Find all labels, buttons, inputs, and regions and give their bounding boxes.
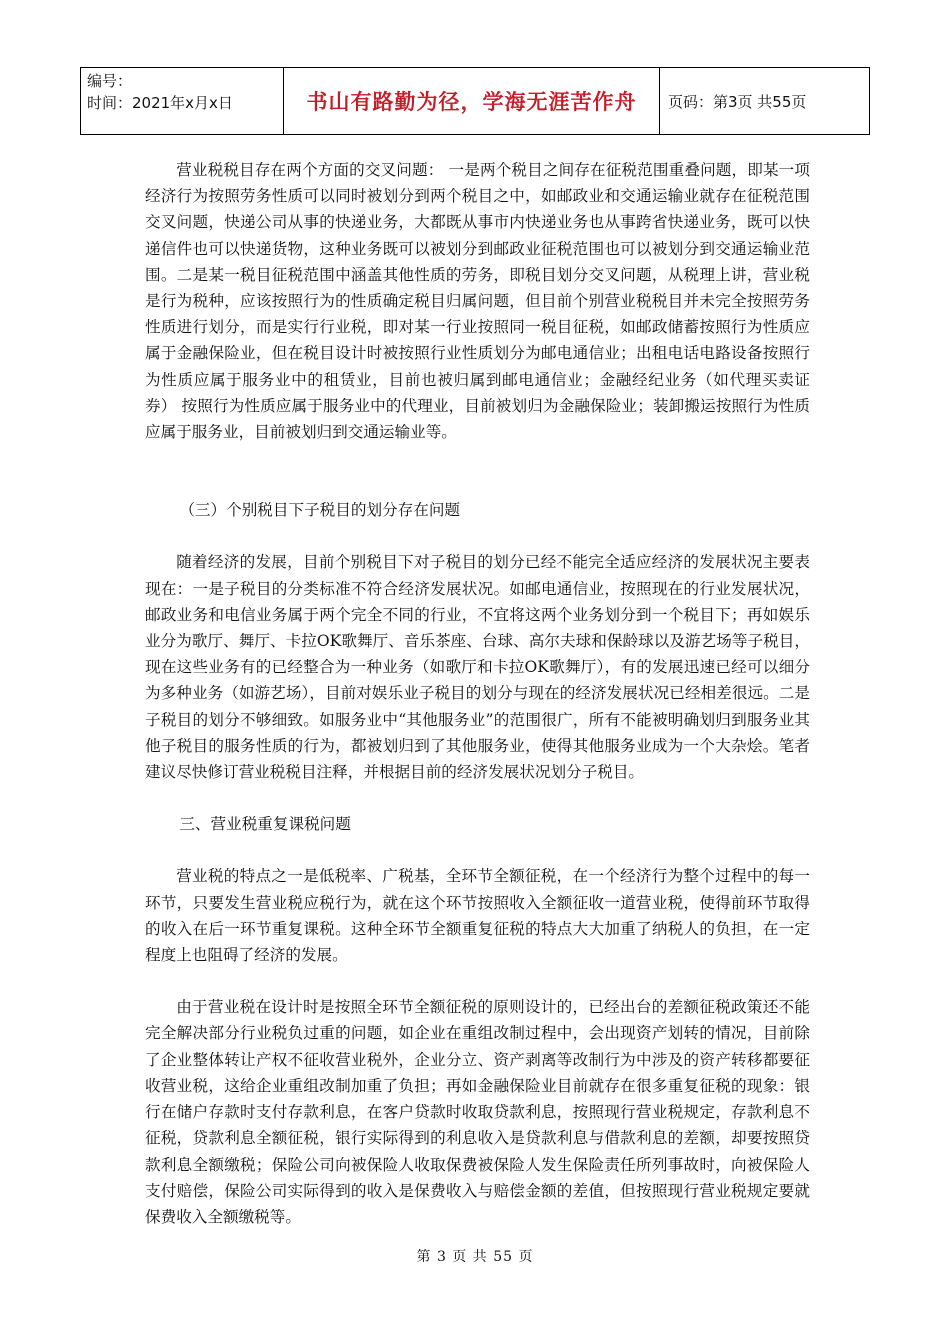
header-meta [81,68,284,134]
header-page-number: 页码：第3页 共55页 [668,92,807,111]
section-heading: 三、营业税重复课税问题 [179,815,351,834]
paragraph: 营业税税目存在两个方面的交叉问题： 一是两个税目之间存在征税范围重叠问题，即某一项经济行为按照劳务性质可以同时被划分到两个税目之中，如邮政业和交通运输业就存在征税范围交叉问题，快递公司从事的快递业务，大都既从事市内快递业务也从事跨省快递业务，既可以快递信件也可以快递货物，这种业务既可以被划分到邮政业征税范围也可以被划分到交通运输业范围。二是某一税目征税范围中涵盖其他性质的劳务，即税目划分交叉问题，从税理上讲，营业税是行为税种，应该按照行为的性质确定税目归属问题，但目前个别营业税税目并未完全按照劳务性质进行划分，而是实行行业税，即对某一行业按照同一税目征税，如邮政储蓄按照行为性质应属于金融保险业，但在税目设计时被按照行业性质划分为邮电通信业；出租电话电路设备按照行为性质应属于服务业中的租赁业，目前也被归属到邮电通信业；金融经纪业务（如代理买卖证券） 按照行为性质应属于服务业中的代理业，目前被划归为金融保险业；装卸搬运按照行为性质应属于服务业，目前被划归到交通运输业等。 [145,161,810,442]
paragraph: 营业税的特点之一是低税率、广税基，全环节全额征税，在一个经济行为整个过程中的每一环节，只要发生营业税应税行为，就在这个环节按照收入全额征收一道营业税，使得前环节取得的收入在后一环节重复课税。这种全环节全额重复征税的特点大大加重了纳税人的负担，在一定程度上也阻碍了经济的发展。 [145,867,810,965]
paragraph: 随着经济的发展，目前个别税目下对子税目的划分已经不能完全适应经济的发展状况主要表现在：一是子税目的分类标准不符合经济发展状况。如邮电通信业，按照现在的行业发展状况，邮政业务和电信业务属于两个完全不同的行业，不宜将这两个业务划分到一个税目下；再如娱乐业分为歌厅、舞厅、卡拉OK歌舞厅、音乐茶座、台球、高尔夫球和保龄球以及游艺场等子税目，现在这些业务有的已经整合为一种业务（如歌厅和卡拉OK歌舞厅），有的发展迅速已经可以细分为多种业务（如游艺场），目前对娱乐业子税目的划分与现在的经济发展状况已经相差很远。二是子税目的划分不够细致。如服务业中“其他服务业”的范围很广，所有不能被明确划归到服务业其他子税目的服务性质的行为，都被划归到了其他服务业，使得其他服务业成为一个大杂烩。笔者建议尽快修订营业税税目注释，并根据目前的经济发展状况划分子税目。 [145,553,810,782]
section-heading: （三）个别税目下子税目的划分存在问题 [179,501,461,520]
document-number-label: 编号： [87,72,133,90]
document-date-label: 时间：2021年x月x日 [87,94,233,112]
page-footer: 第 3 页 共 55 页 [416,1249,534,1265]
paragraph: 由于营业税在设计时是按照全环节全额征税的原则设计的，已经出台的差额征税政策还不能完全解决部分行业税负过重的问题，如企业在重组改制过程中，会出现资产划转的情况，目前除了企业整体转让产权不征收营业税外，企业分立、资产剥离等改制行为中涉及的资产转移都要征收营业税，这给企业重组改制加重了负担；再如金融保险业目前就存在很多重复征税的现象：银行在储户存款时支付存款利息，在客户贷款时收取贷款利息，按照现行营业税规定，存款利息不征税，贷款利息全额征税，银行实际得到的利息收入是贷款利息与借款利息的差额，却要按照贷款利息全额缴税；保险公司向被保险人收取保费被保险人发生保险责任所列事故时，向被保险人支付赔偿，保险公司实际得到的收入是保费收入与赔偿金额的差值，但按照现行营业税规定要就保费收入全额缴税等。 [145,998,810,1226]
header-motto: 书山有路勤为径，学海无涯苦作舟 [284,68,660,134]
page-header [80,67,870,135]
document-body [145,157,810,1230]
